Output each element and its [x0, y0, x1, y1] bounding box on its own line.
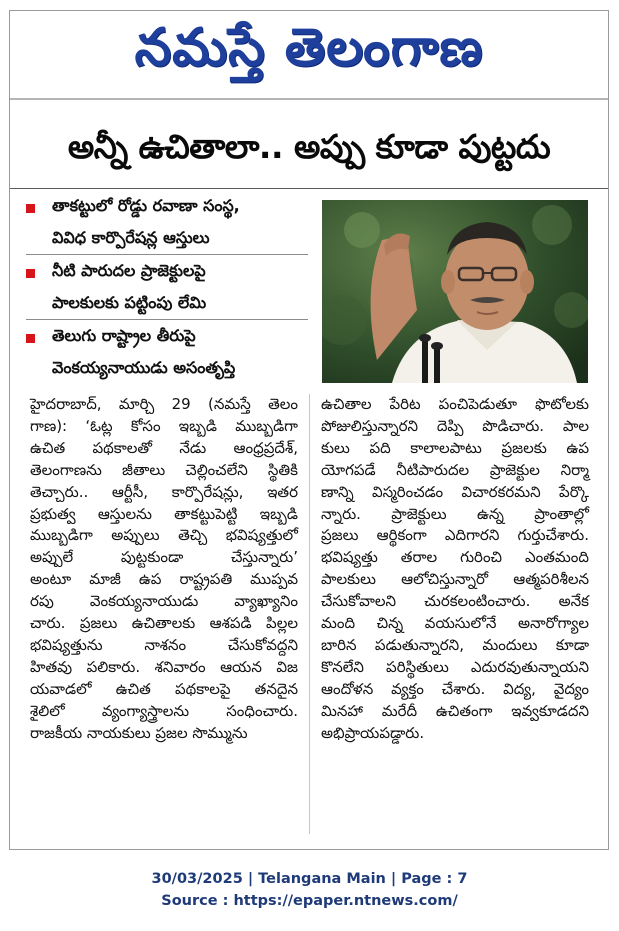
- bullet-square-icon: [26, 269, 35, 278]
- article-line: తెచ్చారు.. ఆర్టీసీ, కార్పొరేషన్లు, ఇతర: [30, 482, 298, 501]
- article-line: ఉచిత పథకాలతో నేడు ఆంధ్రప్రదేశ్,: [30, 438, 298, 457]
- article-line: భవిష్యత్తును నాశనం చేసుకోవద్దని: [30, 635, 298, 654]
- headline: [12, 118, 606, 182]
- article-line: యోగపడే నీటిపారుదల ప్రాజెక్టుల నిర్మా: [321, 460, 589, 479]
- bullet-item: [26, 255, 308, 320]
- article-column-right: [321, 394, 589, 745]
- bullet-line: వెంకయ్యనాయుడు అసంతృప్తి: [52, 358, 236, 377]
- speaker-photo-illustration: [322, 200, 588, 383]
- article-line: మినహా మరేదీ ఉచితంగా ఇవ్వకూడదని: [321, 701, 589, 720]
- article-line: అప్పులే పుట్టకుండా చేస్తున్నారు’: [30, 548, 298, 567]
- article-line: కులు పది కాలాలపాటు ప్రజలకు ఉప: [321, 438, 589, 457]
- headline-text: అన్నీ ఉచితాలా.. అప్పు కూడా పుట్టదు: [67, 126, 551, 166]
- bullet-square-icon: [26, 334, 35, 343]
- article-line: న్నారు. ప్రాజెక్టులు ఉన్న ప్రాంతాల్లో: [321, 504, 589, 523]
- article-line: ప్రజలు ఆర్థికంగా ఎదిగారని గుర్తుచేశారు.: [321, 526, 589, 545]
- bullet-list: [26, 190, 308, 384]
- page-footer: [0, 868, 619, 912]
- article-line: ప్రభుత్వ ఆస్తులను తాకట్టుపెట్టి ఇబ్బడి: [30, 504, 298, 523]
- footer-edition-line: 30/03/2025 | Telangana Main | Page : 7: [151, 871, 468, 887]
- article-line: చారు. ప్రజలు ఉచితాలకు ఆశపడి పిల్లల: [30, 614, 298, 633]
- footer-source-link[interactable]: Source : https://epaper.ntnews.com/: [161, 893, 458, 909]
- bullet-square-icon: [26, 204, 35, 213]
- article-line: అంటూ మాజీ ఉప రాష్ట్రపతి ముప్పవ: [30, 570, 298, 589]
- article-line: రపు వెంకయ్యనాయుడు వ్యాఖ్యానిం: [30, 592, 298, 611]
- bullet-line: నీటి పారుదల ప్రాజెక్టులపై: [52, 261, 206, 280]
- bullet-item: [26, 190, 308, 255]
- bullet-line: వివిధ కార్పొరేషన్ల ఆస్తులు: [52, 228, 210, 247]
- article-line: ముబ్బడిగా అప్పులు తెచ్చి భవిష్యత్తులో: [30, 526, 298, 545]
- article-line: హితవు పలికారు. శనివారం ఆయన విజ: [30, 657, 298, 676]
- article-line: ఆందోళన వ్యక్తం చేశారు. విద్య, వైద్యం: [321, 679, 589, 698]
- speaker-photo: [322, 200, 588, 383]
- article-line: యవాడలో ఉచిత పథకాలపై తనదైన: [30, 679, 298, 698]
- bullet-line: తాకట్టులో రోడ్డు రవాణా సంస్థ,: [52, 196, 240, 215]
- article-line: మంది చిన్న వయసులోనే అనారోగ్యాల: [321, 614, 589, 633]
- headline-rule: [10, 188, 608, 189]
- bullet-line: పాలకులకు పట్టింపు లేమి: [52, 293, 207, 312]
- masthead-logo: నమస్తే తెలంగాణ: [134, 17, 484, 78]
- article-line: ణాన్ని విస్మరించడం విచారకరమని పేర్కొ: [321, 482, 589, 501]
- masthead-rule: [10, 98, 608, 100]
- article-line: అభిప్రాయపడ్డారు.: [321, 723, 425, 742]
- article-line: పోజులిస్తున్నారని దెప్పి పొడిచారు. పాల: [321, 416, 589, 435]
- bullet-line: తెలుగు రాష్ట్రాల తీరుపై: [52, 326, 196, 345]
- article-line: చేసుకోవాలని చురకలంటించారు. అనేక: [321, 592, 589, 611]
- article-column-left: [30, 394, 298, 745]
- article-line: భవిష్యత్తు తరాల గురించి ఎంతమంది: [321, 548, 589, 567]
- column-divider: [309, 394, 310, 834]
- article-line: శైలిలో వ్యంగ్యాస్త్రాలను సంధించారు.: [30, 701, 298, 720]
- article-line: గాణ): ‘ఓట్ల కోసం ఇబ్బడి ముబ్బడిగా: [30, 416, 298, 435]
- bullet-item: [26, 320, 308, 384]
- article-line: తెలంగాణను జీతాలు చెల్లించలేని స్థితికి: [30, 460, 298, 479]
- article-line: పాలకులు ఆలోచిస్తున్నారో ఆత్మపరిశీలన: [321, 570, 589, 589]
- article-line: కొనలేని పరిస్థితులు ఎదురవుతున్నాయని: [321, 657, 589, 676]
- article-line: ఉచితాల పేరిట పంచిపెడుతూ ఫొటోలకు: [321, 395, 589, 413]
- masthead: [10, 11, 608, 97]
- article-line: రాజకీయ నాయకులు ప్రజల సొమ్మును: [30, 723, 248, 742]
- article-line: బారిన పడుతున్నారని, మందులు కూడా: [321, 635, 589, 654]
- article-line: హైదరాబాద్, మార్చి 29 (నమస్తే తెలం: [30, 395, 298, 413]
